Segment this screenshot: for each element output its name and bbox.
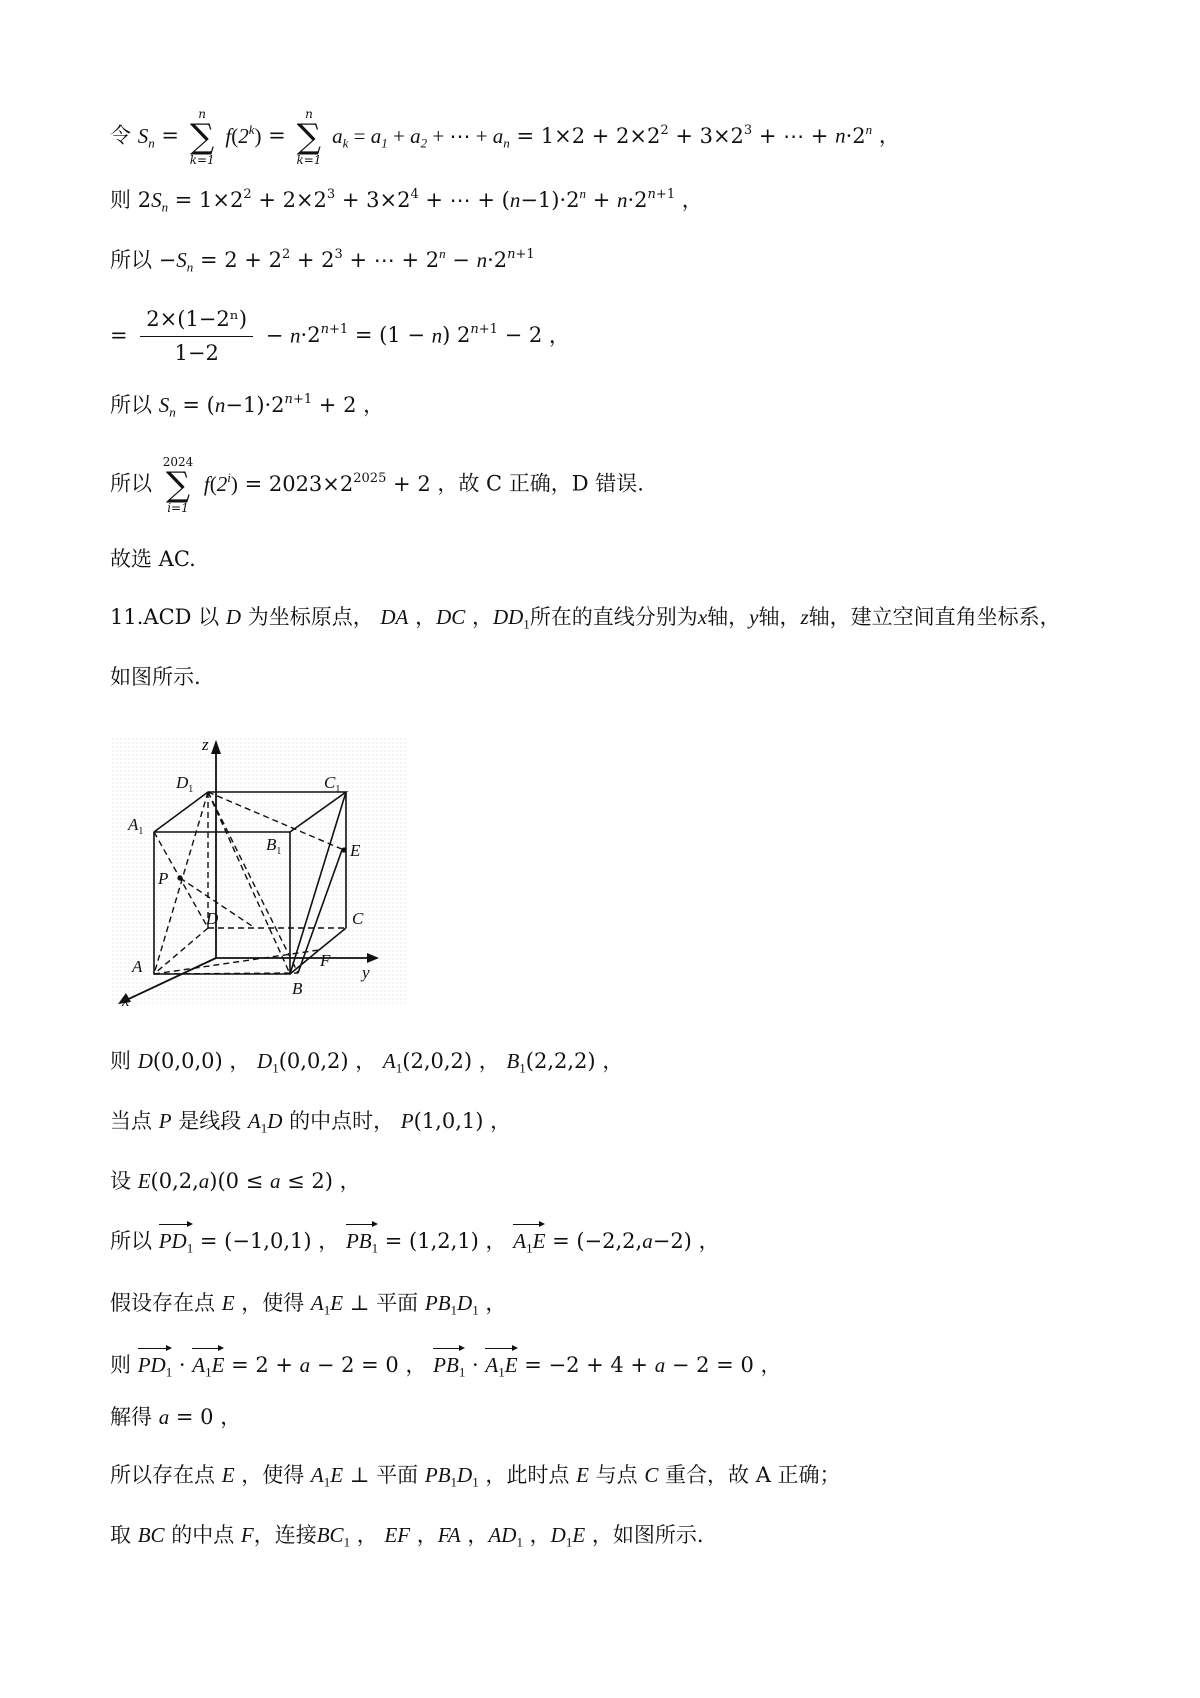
line-12: 设 E(0,2,a)(0 ≤ a ≤ 2) ， xyxy=(110,1169,361,1193)
question-number: 11.ACD xyxy=(110,605,192,629)
cube-figure xyxy=(112,738,408,1006)
label-b1: $B_1$ xyxy=(266,835,282,857)
line-2: 则 $2S_n = 1\times 2^2 + 2\times 2^3 + 3\times 2^4$ + ⋯ + $(n-1)\cdot 2^n + n\cdot 2^{n+1}$ ， xyxy=(110,186,703,215)
line-17: 所以存在点 E ，使得 $A_1E$ ⊥ 平面 $PB_1D_1$ ，此时点 E 与点 C 重合，故 A 正确； xyxy=(110,1463,841,1490)
fraction-denominator: 1−2 xyxy=(174,341,219,366)
line-6: 所以 2024 ∑ i=1 $f(2^i) = 2023\times 2^{2025} + 2$ ，故 C 正确，D 错误. xyxy=(110,455,644,515)
label-b: B xyxy=(292,979,303,998)
sigma-1: n ∑ k=1 xyxy=(189,107,215,167)
label-a1: $A_1$ xyxy=(128,815,144,837)
fraction xyxy=(140,306,253,368)
label-p: P xyxy=(158,869,169,888)
line-13: 所以 $PD_1 = (-1,0,1)$ ， $PB_1 = (1,2,1)$ ， $A_1E = (-2,2,a-2)$ ， xyxy=(110,1229,720,1256)
label-d: D xyxy=(206,909,219,928)
line-15: 则 $PD_1 \cdot A_1E = 2 + a - 2 = 0$ ， $PB_1 \cdot A_1E = -2 + 4 + a - 2 = 0$ ， xyxy=(110,1353,782,1380)
line-14: 假设存在点 E ，使得 $A_1E$ ⊥ 平面 $PB_1D_1$ ， xyxy=(110,1291,507,1318)
sigma-2: 2024 ∑ i=1 xyxy=(162,455,194,515)
line-10: 则 D(0,0,0) ， $D_1(0,0,2)$ ， $A_1(2,0,2)$ ， $B_1(2,2,2)$ ， xyxy=(110,1049,624,1076)
sigma-1-bottom: k=1 xyxy=(189,153,215,167)
label-c: C xyxy=(352,909,364,928)
line-5: 所以 $S_n = (n-1)\cdot 2^{n+1} + 2$ ， xyxy=(110,392,385,420)
sigma-1-top: n xyxy=(198,107,207,121)
label-e: E xyxy=(350,841,361,860)
line-9: 如图所示. xyxy=(110,665,201,689)
label-a: A xyxy=(132,957,143,976)
line-16: 解得 a = 0 ， xyxy=(110,1405,242,1429)
label-f: F xyxy=(320,951,331,970)
label-x: x xyxy=(122,991,130,1006)
point-p xyxy=(177,875,182,880)
fraction-numerator: 2×(1−2ⁿ) xyxy=(140,306,253,337)
label-c1: $C_1$ xyxy=(324,773,341,795)
line-18: 取 BC 的中点 F，连接$BC_1$ ， EF ，FA ，$AD_1$ ，$D_1E$ ，如图所示. xyxy=(110,1523,704,1550)
line-4: = $\frac{\text{2×(1−2ⁿ)}}{1-2}$ − $n\cdot 2^{n+1} = (1 - n) 2^{n+1} - 2$ ， xyxy=(110,306,570,368)
point-e xyxy=(341,847,346,852)
label-y: y xyxy=(362,963,370,982)
line-1-lead: 令 xyxy=(110,123,131,148)
label-d1: $D_1$ xyxy=(176,773,194,795)
line-8: 11.ACD 以 D 为坐标原点， DA ，DC ，$DD_1$所在的直线分别为x轴，y轴，z轴，建立空间直角坐标系， xyxy=(110,605,1061,632)
line-7: 故选 AC. xyxy=(110,547,196,571)
label-z: z xyxy=(202,738,209,754)
line-1: 令 $S_n$ = n ∑ k=1 f(2$^k$) = n ∑ k=1 $a_k = a_1 + a_2$ + ⋯ + $a_n = 1\times 2 + 2\times 2^2 + 3\times 2^3$ + ⋯ + $n\cdot 2^n$ ， xyxy=(110,107,900,167)
line-11: 当点 P 是线段 $A_1D$ 的中点时， P(1,0,1) ， xyxy=(110,1109,512,1136)
line-3: 所以 $-S_n = 2 + 2^2 + 2^3$ + ⋯ + $2^n - n\cdot 2^{n+1}$ xyxy=(110,246,535,275)
